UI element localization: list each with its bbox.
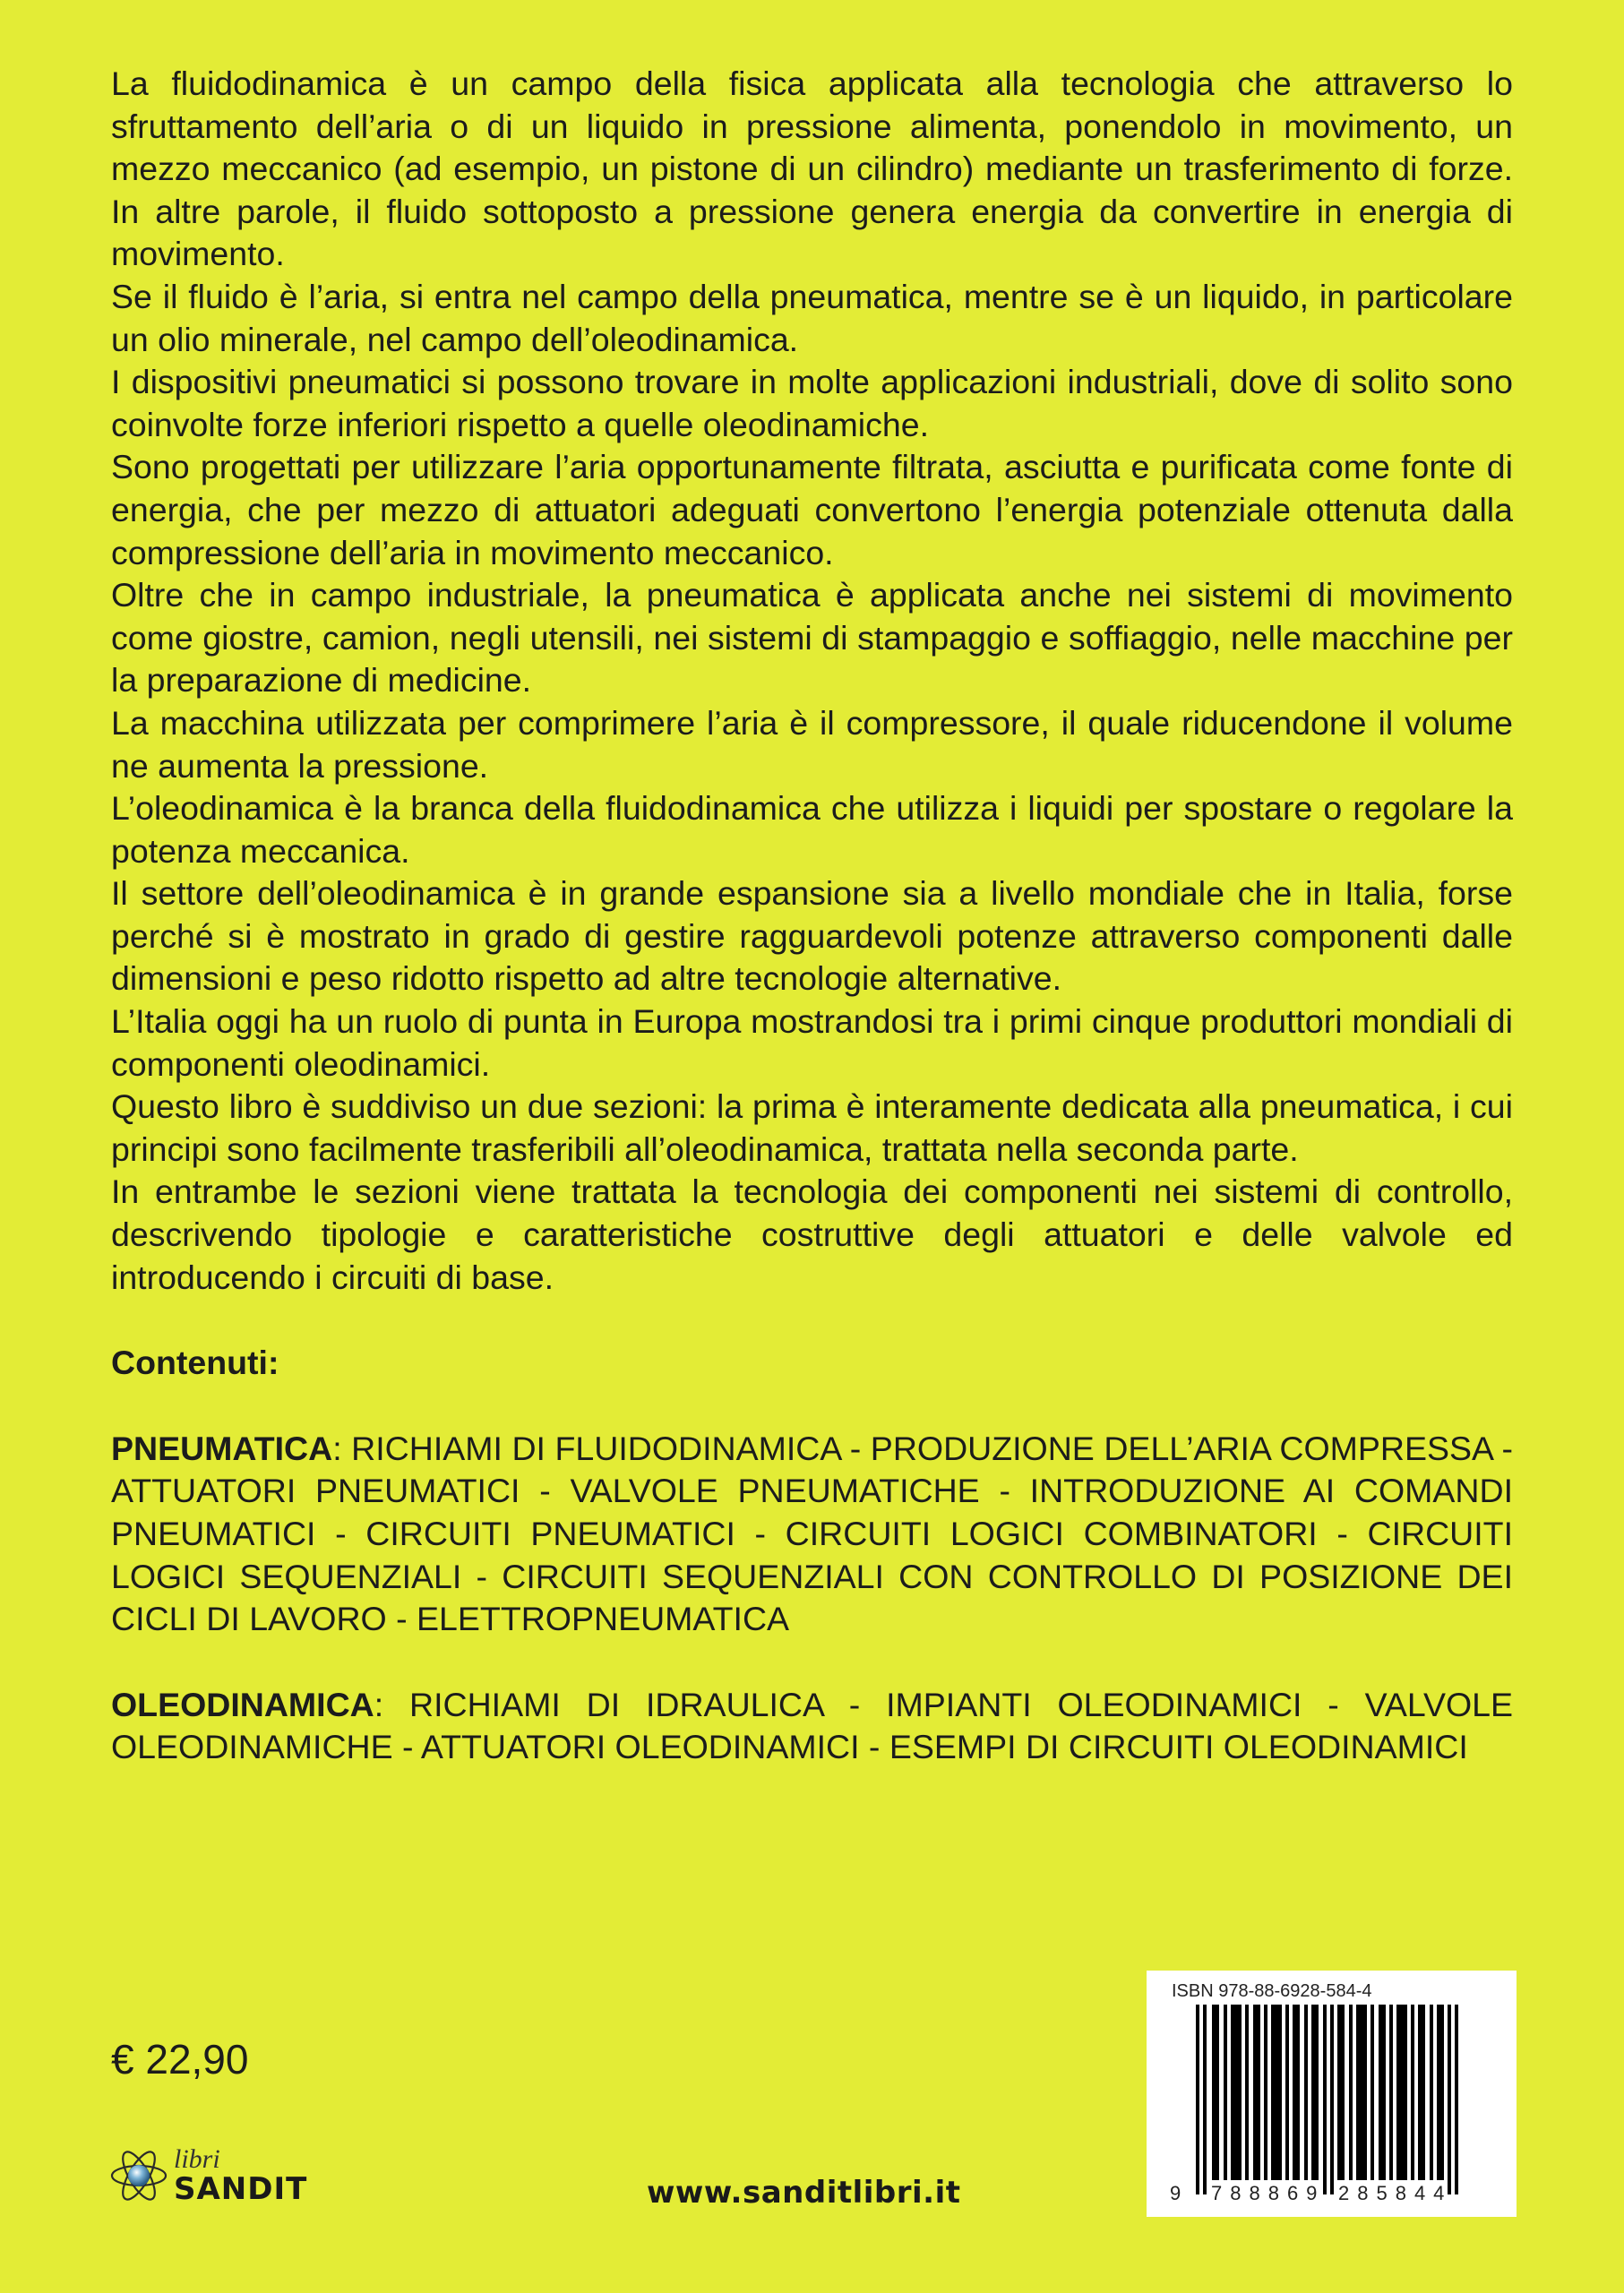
- barcode-digit-first: 9: [1170, 2182, 1181, 2204]
- body-paragraph: Il settore dell’oleodinamica è in grande espansione sia a livello mondiale che in Italia, forse perché si è mostrato in grado di gestire ragguardevoli potenze attraverso componenti dalle dimensioni e peso ridotto rispetto ad altre tecnologie alternative.: [111, 874, 1513, 998]
- price: € 22,90: [111, 2036, 249, 2083]
- logo-libri-text: libri: [174, 2144, 220, 2174]
- section-text: : RICHIAMI DI FLUIDODINAMICA - PRODUZIONE DELL’ARIA COMPRESSA - ATTUATORI PNEUMATICI - VALVOLE PNEUMATICHE - INTRODUZIONE AI COMANDI PNEUMATICI - CIRCUITI PNEUMATICI - CIRCUITI LOGICI COMBINATORI - CIRCUITI LOGICI SEQUENZIALI - CIRCUITI SEQUENZIALI CON CONTROLLO DI POSIZIONE DEI CICLI DI LAVORO - ELETTROPNEUMATICA: [111, 1429, 1513, 1638]
- body-paragraph: I dispositivi pneumatici si possono trovare in molte applicazioni industriali, dove di solito sono coinvolte forze inferiori rispetto a quelle oleodinamiche.: [111, 363, 1513, 443]
- body-paragraph: La macchina utilizzata per comprimere l’aria è il compressore, il quale riducendone il volume ne aumenta la pressione.: [111, 703, 1513, 785]
- body-paragraph: Oltre che in campo industriale, la pneumatica è applicata anche nei sistemi di movimento come giostre, camion, negli utensili, nei sistemi di stampaggio e soffiaggio, nelle macchine per la preparazione di medicine.: [111, 576, 1513, 700]
- section-label: PNEUMATICA: [111, 1429, 333, 1467]
- contents-section-oleodinamica: [111, 1684, 1513, 1769]
- barcode-digits-left: 788869: [1211, 2182, 1326, 2204]
- website-url[interactable]: www.sanditlibri.it: [647, 2175, 961, 2211]
- contents-section-pneumatica: [111, 1428, 1513, 1641]
- body-paragraph: Se il fluido è l’aria, si entra nel campo della pneumatica, mentre se è un liquido, in particolare un olio minerale, nel campo dell’oleodinamica.: [111, 277, 1513, 358]
- body-paragraph: In entrambe le sezioni viene trattata la tecnologia dei componenti nei sistemi di controllo, descrivendo tipologie e caratteristiche costruttive degli attuatori e delle valvole ed introducendo i circuiti di base.: [111, 1172, 1513, 1296]
- section-label: OLEODINAMICA: [111, 1685, 374, 1723]
- barcode-digits-right: 285844: [1338, 2182, 1453, 2204]
- isbn-label: ISBN 978-88-6928-584-4: [1172, 1981, 1372, 2001]
- isbn-barcode: [1147, 1971, 1517, 2217]
- body-paragraph: La fluidodinamica è un campo della fisica applicata alla tecnologia che attraverso lo sfruttamento dell’aria o di un liquido in pressione alimenta, ponendolo in movimento, un mezzo meccanico (ad esempio, un pistone di un cilindro) mediante un trasferimento di forze. In altre parole, il fluido sottoposto a pressione genera energia da convertire in energia di movimento.: [111, 64, 1513, 273]
- back-cover-text: [111, 63, 1513, 1812]
- body-paragraph: Sono progettati per utilizzare l’aria opportunamente filtrata, asciutta e purificata come fonte di energia, che per mezzo di attuatori adeguati convertono l’energia potenziale ottenuta dalla compressione dell’aria in movimento meccanico.: [111, 448, 1513, 571]
- body-paragraph: L’Italia oggi ha un ruolo di punta in Europa mostrandosi tra i primi cinque produttori mondiali di componenti oleodinamici.: [111, 1002, 1513, 1083]
- section-text: : RICHIAMI DI IDRAULICA - IMPIANTI OLEODINAMICI - VALVOLE OLEODINAMICHE - ATTUATORI OLEODINAMICI - ESEMPI DI CIRCUITI OLEODINAMICI: [111, 1685, 1513, 1766]
- logo-sandit-text: SANDIT: [174, 2171, 308, 2207]
- body-paragraph: Questo libro è suddiviso un due sezioni: la prima è interamente dedicata alla pneumatica, i cui principi sono facilmente trasferibili all’oleodinamica, trattata nella seconda parte.: [111, 1087, 1513, 1168]
- publisher-logo: [109, 2144, 342, 2216]
- body-paragraph: L’oleodinamica è la branca della fluidodinamica che utilizza i liquidi per spostare o regolare la potenza meccanica.: [111, 789, 1513, 870]
- contents-heading: Contenuti:: [111, 1344, 279, 1382]
- atom-icon: [109, 2146, 168, 2205]
- barcode-bars: [1147, 1971, 1517, 2217]
